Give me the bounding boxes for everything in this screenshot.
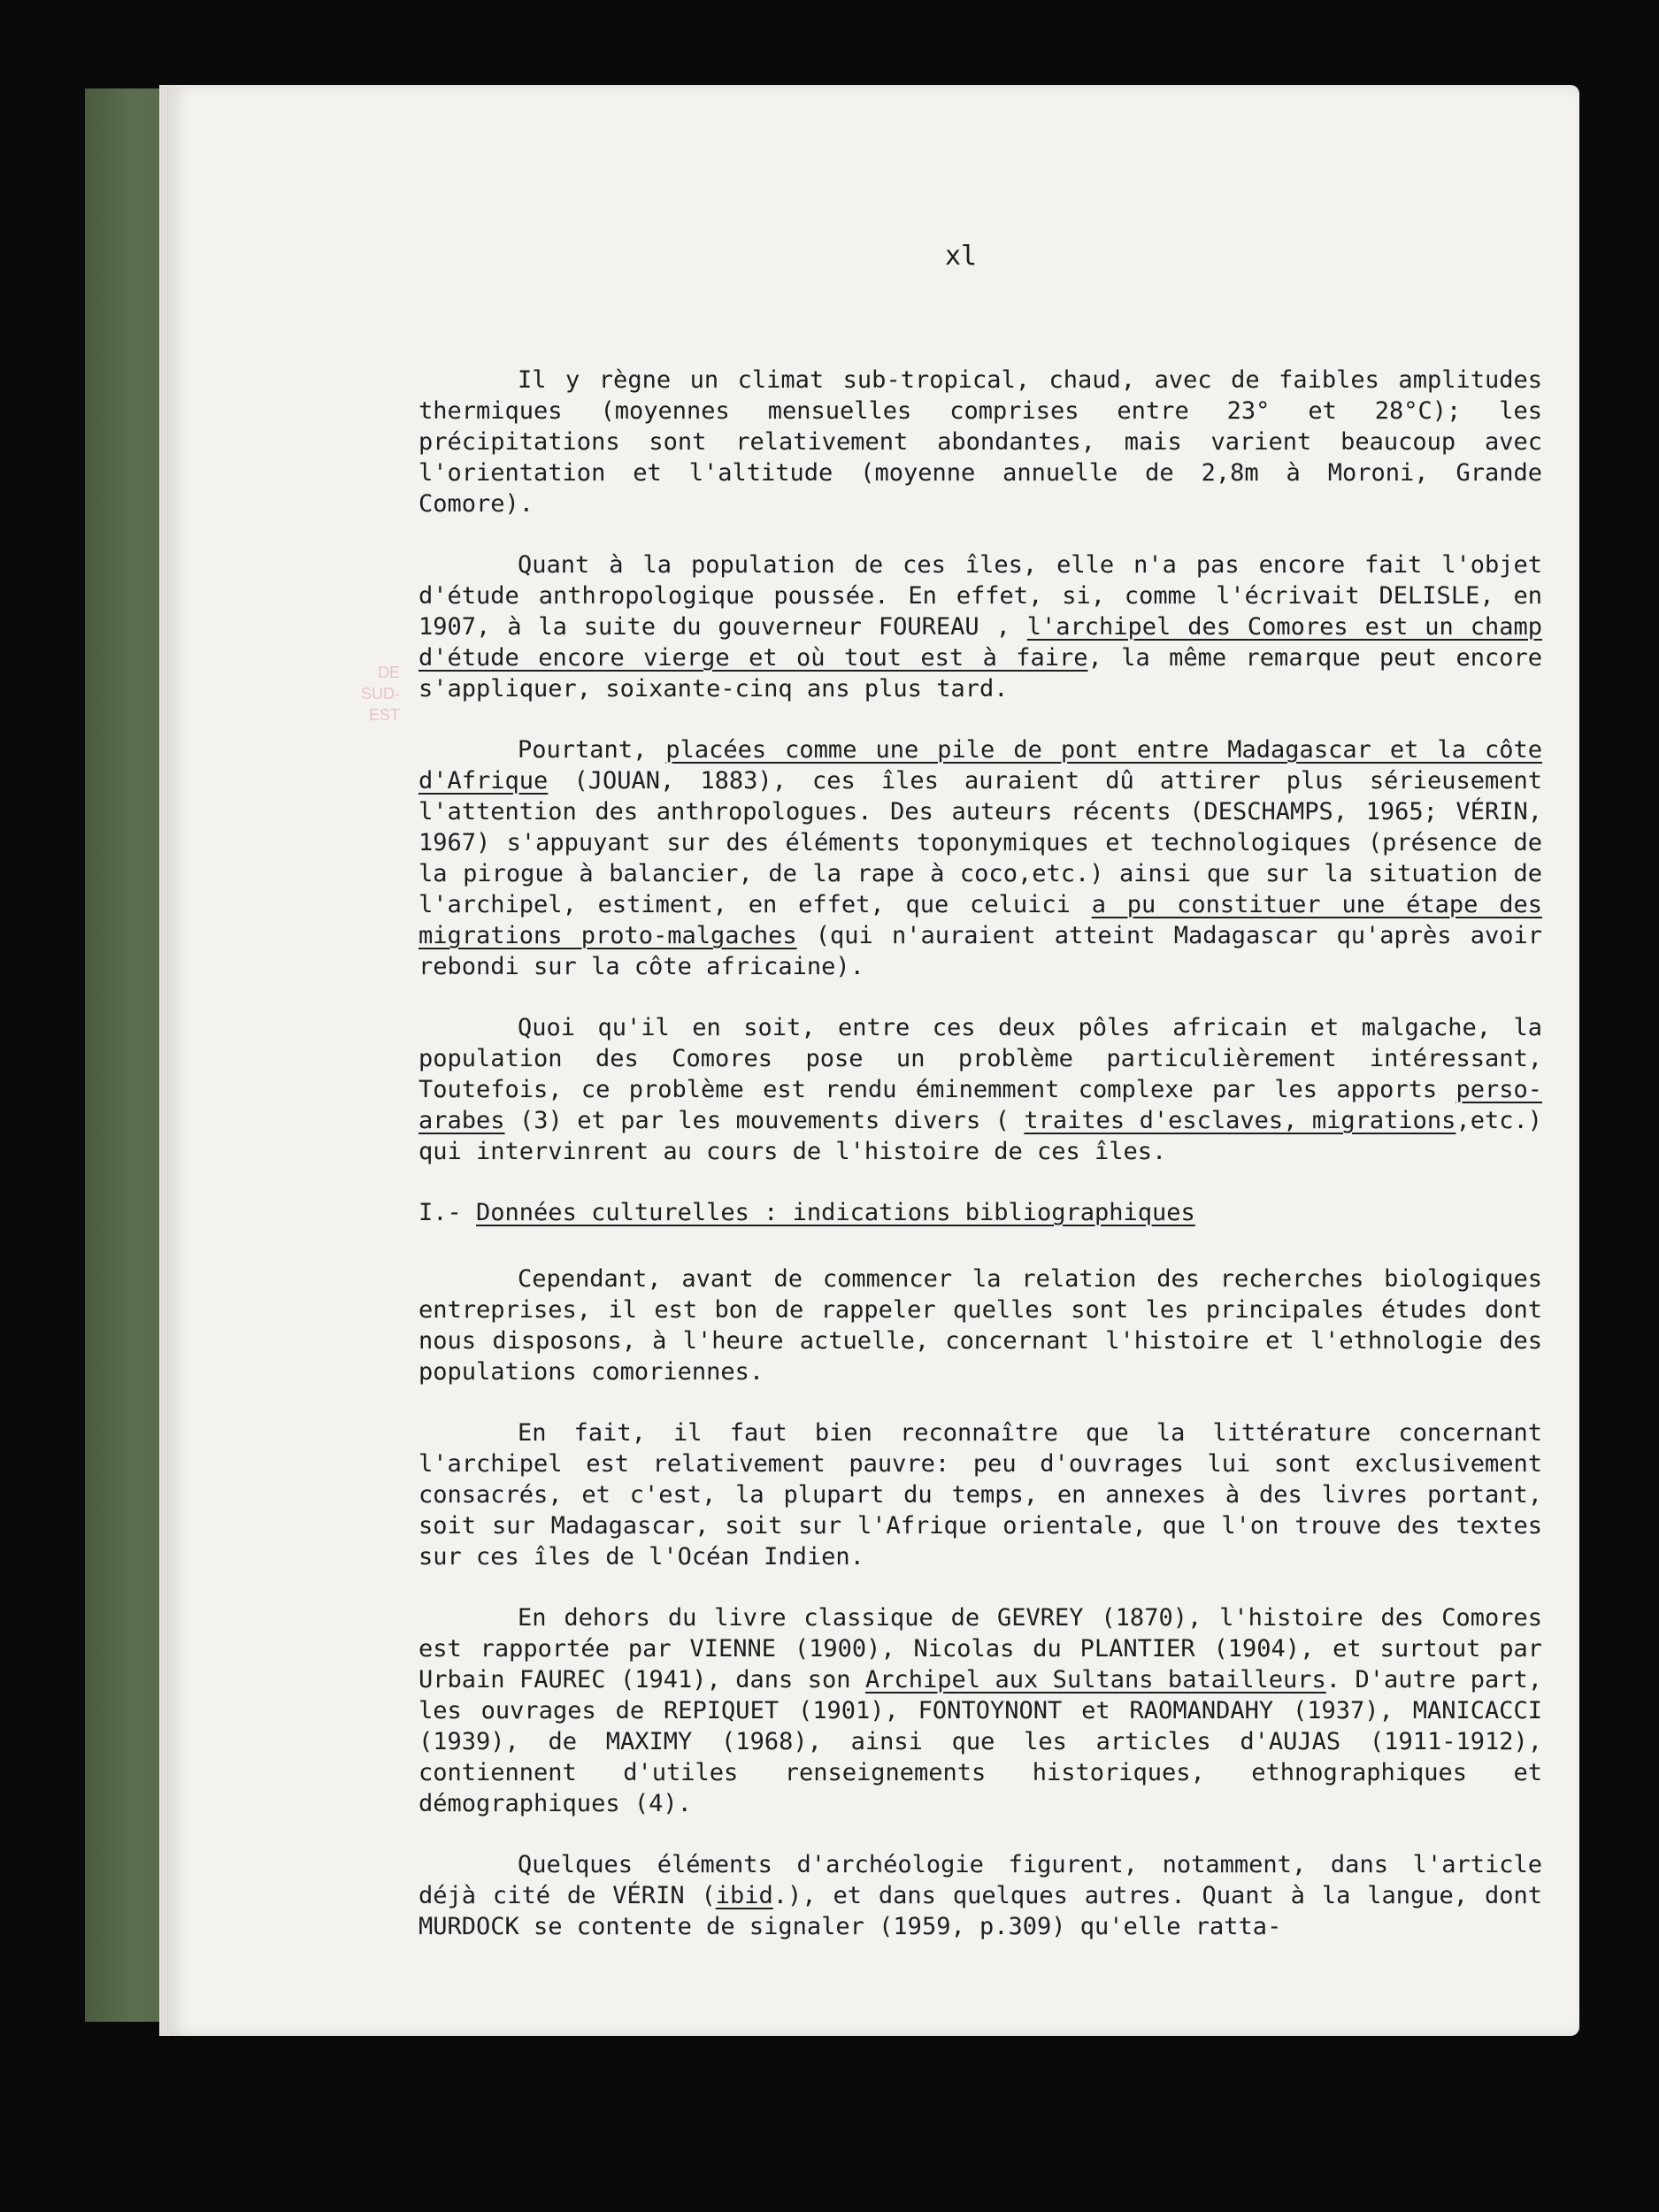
underlined-text: ibid — [715, 1882, 773, 1909]
text-segment: . D'autre part, les ouvrages de REPIQUET (1901), FONTOYNONT et RAOMANDAHY (1937), MANICACCI (1939), de MAXIMY (1968), ainsi que les articles d'AUJAS (1911-1912), contiennent d'utiles renseignements historiques, ethnographiques et démographiques (4). — [419, 1666, 1542, 1817]
text-segment: ,etc.) qui intervinrent au cours de l'histoire de ces îles. — [419, 1107, 1542, 1165]
text-segment: (3) et par les mouvements divers ( — [504, 1107, 1025, 1134]
text-segment: Quelques éléments d'archéologie figurent, notamment, dans l'article déjà cité de VÉRIN ( — [419, 1851, 1542, 1909]
underlined-text: l'archipel des Comores est un champ d'étude encore vierge et où tout est à faire — [419, 613, 1542, 672]
faded-stamp: DE SUD-EST — [361, 664, 400, 724]
text-segment: Pourtant, — [518, 736, 666, 764]
text-segment: Quoi qu'il en soit, entre ces deux pôles africain et malgache, la population des Comores pose un problème particulièrement intéressant, Toutefois, ce problème est rendu éminemment complexe par les apports — [419, 1014, 1542, 1103]
page-number: xl — [945, 241, 978, 272]
text-segment: Il y règne un climat sub-tropical, chaud, avec de faibles amplitudes thermiques (moyennes mensuelles comprises entre 23° et 28°C); les précipitations sont relativement abondantes, mais varient beaucoup avec l'orientation et l'altitude (moyenne annuelle de 2,8m à Moroni, Grande Comore). — [419, 366, 1542, 518]
paragraph — [419, 1263, 1542, 1387]
underlined-text: a pu constituer une étape des migrations proto-malgaches — [419, 891, 1542, 949]
text-segment: I.- — [419, 1199, 477, 1226]
paragraph — [419, 1012, 1542, 1167]
paragraph — [419, 549, 1542, 704]
underlined-text: perso-arabes — [419, 1076, 1542, 1134]
paragraph — [419, 1602, 1542, 1819]
paragraph — [419, 1849, 1542, 1942]
text-segment: Quant à la population de ces îles, elle n'a pas encore fait l'objet d'étude anthropologique poussée. En effet, si, comme l'écrivait DELISLE, en 1907, à la suite du gouverneur FOUREAU , — [419, 551, 1542, 641]
underlined-text: Archipel aux Sultans batailleurs — [864, 1666, 1326, 1694]
paragraph — [419, 1417, 1542, 1572]
body-text — [419, 365, 1542, 1972]
text-segment: En dehors du livre classique de GEVREY (1870), l'histoire des Comores est rapportée par VIENNE (1900), Nicolas du PLANTIER (1904), et surtout par Urbain FAUREC (1941), dans son — [419, 1604, 1542, 1694]
text-segment: En fait, il faut bien reconnaître que la littérature concernant l'archipel est relativement pauvre: peu d'ouvrages lui sont exclusivement consacrés, et c'est, la plupart du temps, en annexes à des livres portant, soit sur Madagascar, soit sur l'Afrique orientale, que l'on trouve des textes sur ces îles de l'Océan Indien. — [419, 1419, 1542, 1571]
underlined-text: traites d'esclaves, migrations — [1024, 1107, 1456, 1134]
section-heading — [419, 1197, 1542, 1228]
underlined-text: Données culturelles : indications bibliographiques — [476, 1199, 1195, 1226]
underlined-text: placées comme une pile de pont entre Madagascar et la côte d'Afrique — [419, 736, 1542, 795]
text-segment: .), et dans quelques autres. Quant à la langue, dont MURDOCK se contente de signaler (1959, p.309) qu'elle ratta- — [419, 1882, 1542, 1940]
paragraph — [419, 734, 1542, 982]
text-segment: Cependant, avant de commencer la relation des recherches biologiques entreprises, il est bon de rappeler quelles sont les principales études dont nous disposons, à l'heure actuelle, concernant l'histoire et l'ethnologie des populations comoriennes. — [419, 1265, 1542, 1386]
text-segment: , la même remarque peut encore s'appliquer, soixante-cinq ans plus tard. — [419, 644, 1542, 703]
text-segment: (qui n'auraient atteint Madagascar qu'après avoir rebondi sur la côte africaine). — [419, 922, 1543, 980]
paragraph — [419, 365, 1542, 519]
text-segment: (JOUAN, 1883), ces îles auraient dû attirer plus sérieusement l'attention des anthropologues. Des auteurs récents (DESCHAMPS, 1965; VÉRIN, 1967) s'appuyant sur des éléments toponymiques et technologiques (présence de la pirogue à balancier, de la rape à coco,etc.) ainsi que sur la situation de l'archipel, estiment, en effet, que celuici — [419, 767, 1542, 918]
